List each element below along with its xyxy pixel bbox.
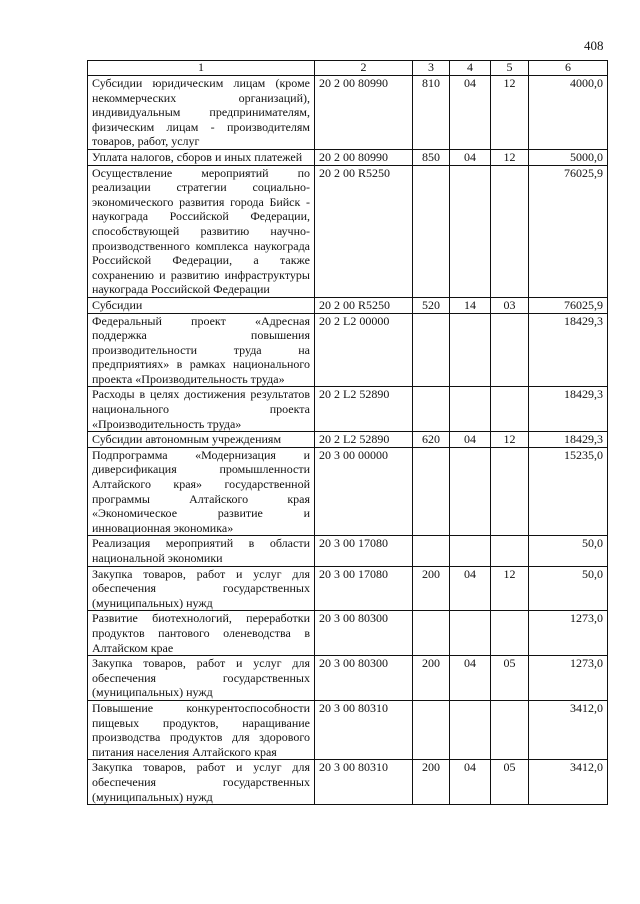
row-code: 20 3 00 80310	[315, 760, 413, 805]
column-header-5: 5	[491, 61, 529, 76]
row-col4	[450, 536, 491, 566]
row-col5	[491, 387, 529, 432]
row-col3: 200	[413, 760, 450, 805]
row-col4: 04	[450, 149, 491, 165]
row-amount: 3412,0	[529, 760, 608, 805]
row-name: Осуществление мероприятий по реализации стратегии социально-экономического развития города Бийск - наукограда Российской Федерации, способствующей развитию научно-производственного комплекса наукограда Российской Федерации, а также сохранению и развитию инфраструктуры наукограда Российской Федерации	[88, 165, 315, 297]
row-col3	[413, 313, 450, 387]
row-col3	[413, 387, 450, 432]
row-col4	[450, 447, 491, 536]
row-code: 20 2 00 R5250	[315, 165, 413, 297]
table-row	[88, 447, 608, 536]
row-code: 20 3 00 17080	[315, 566, 413, 611]
row-amount: 5000,0	[529, 149, 608, 165]
row-name: Закупка товаров, работ и услуг для обеспечения государственных (муниципальных) нужд	[88, 566, 315, 611]
row-col3	[413, 700, 450, 759]
row-col3	[413, 447, 450, 536]
row-col5: 12	[491, 566, 529, 611]
row-name: Развитие биотехнологий, переработки продуктов пантового оленеводства в Алтайском крае	[88, 611, 315, 656]
row-amount: 18429,3	[529, 313, 608, 387]
table-row	[88, 536, 608, 566]
row-amount: 18429,3	[529, 387, 608, 432]
row-name: Субсидии автономным учреждениям	[88, 432, 315, 448]
row-col5: 12	[491, 432, 529, 448]
table-row	[88, 149, 608, 165]
column-header-3: 3	[413, 61, 450, 76]
row-col3: 520	[413, 297, 450, 313]
row-col5	[491, 165, 529, 297]
column-header-2: 2	[315, 61, 413, 76]
table-row	[88, 387, 608, 432]
row-col3	[413, 536, 450, 566]
row-col4	[450, 387, 491, 432]
table-row	[88, 297, 608, 313]
row-amount: 1273,0	[529, 611, 608, 656]
row-name: Расходы в целях достижения результатов национального проекта «Производительность труда»	[88, 387, 315, 432]
row-col4: 04	[450, 76, 491, 150]
row-name: Повышение конкурентоспособности пищевых продуктов, наращивание производства продуктов для здорового питания населения Алтайского края	[88, 700, 315, 759]
column-header-6: 6	[529, 61, 608, 76]
row-amount: 76025,9	[529, 165, 608, 297]
page-number: 408	[584, 38, 604, 53]
row-name: Подпрограмма «Модернизация и диверсификация промышленности Алтайского края» государственной программы Алтайского края «Экономическое развитие и инновационная экономика»	[88, 447, 315, 536]
row-code: 20 3 00 80300	[315, 656, 413, 701]
row-col5: 05	[491, 760, 529, 805]
row-code: 20 2 L2 52890	[315, 432, 413, 448]
row-code: 20 3 00 00000	[315, 447, 413, 536]
row-col3: 620	[413, 432, 450, 448]
table-row	[88, 700, 608, 759]
row-col3: 810	[413, 76, 450, 150]
row-code: 20 2 L2 52890	[315, 387, 413, 432]
row-amount: 15235,0	[529, 447, 608, 536]
row-col3: 850	[413, 149, 450, 165]
row-col4: 04	[450, 432, 491, 448]
row-col4: 04	[450, 760, 491, 805]
row-col5: 12	[491, 76, 529, 150]
row-name: Реализация мероприятий в области национальной экономики	[88, 536, 315, 566]
table-row	[88, 313, 608, 387]
row-name: Субсидии юридическим лицам (кроме некоммерческих организаций), индивидуальным предпринимателям, физическим лицам - производителям товаров, работ, услуг	[88, 76, 315, 150]
row-col5	[491, 313, 529, 387]
row-name: Закупка товаров, работ и услуг для обеспечения государственных (муниципальных) нужд	[88, 656, 315, 701]
row-name: Уплата налогов, сборов и иных платежей	[88, 149, 315, 165]
budget-table	[87, 60, 608, 805]
row-col5	[491, 611, 529, 656]
row-col5: 03	[491, 297, 529, 313]
row-col3	[413, 165, 450, 297]
table-row	[88, 611, 608, 656]
row-col5: 12	[491, 149, 529, 165]
row-amount: 18429,3	[529, 432, 608, 448]
row-code: 20 3 00 80310	[315, 700, 413, 759]
row-col3	[413, 611, 450, 656]
row-code: 20 3 00 17080	[315, 536, 413, 566]
header-row	[88, 61, 608, 76]
row-col5	[491, 447, 529, 536]
row-amount: 4000,0	[529, 76, 608, 150]
table-row	[88, 656, 608, 701]
row-col3: 200	[413, 656, 450, 701]
row-code: 20 2 L2 00000	[315, 313, 413, 387]
row-col4	[450, 611, 491, 656]
row-name: Закупка товаров, работ и услуг для обеспечения государственных (муниципальных) нужд	[88, 760, 315, 805]
table-row	[88, 165, 608, 297]
table-row	[88, 566, 608, 611]
row-col5	[491, 536, 529, 566]
row-amount: 1273,0	[529, 656, 608, 701]
row-amount: 50,0	[529, 566, 608, 611]
row-code: 20 3 00 80300	[315, 611, 413, 656]
row-name: Субсидии	[88, 297, 315, 313]
table-row	[88, 432, 608, 448]
column-header-4: 4	[450, 61, 491, 76]
row-name: Федеральный проект «Адресная поддержка повышения производительности труда на предприятиях» в рамках национального проекта «Производительность труда»	[88, 313, 315, 387]
row-col5	[491, 700, 529, 759]
row-col4	[450, 313, 491, 387]
row-col4	[450, 165, 491, 297]
row-amount: 76025,9	[529, 297, 608, 313]
row-amount: 50,0	[529, 536, 608, 566]
row-col5: 05	[491, 656, 529, 701]
column-header-1: 1	[88, 61, 315, 76]
table-row	[88, 76, 608, 150]
row-col4: 04	[450, 566, 491, 611]
row-col4: 04	[450, 656, 491, 701]
row-col4	[450, 700, 491, 759]
table-row	[88, 760, 608, 805]
row-code: 20 2 00 R5250	[315, 297, 413, 313]
row-col3: 200	[413, 566, 450, 611]
row-amount: 3412,0	[529, 700, 608, 759]
row-code: 20 2 00 80990	[315, 76, 413, 150]
row-code: 20 2 00 80990	[315, 149, 413, 165]
row-col4: 14	[450, 297, 491, 313]
